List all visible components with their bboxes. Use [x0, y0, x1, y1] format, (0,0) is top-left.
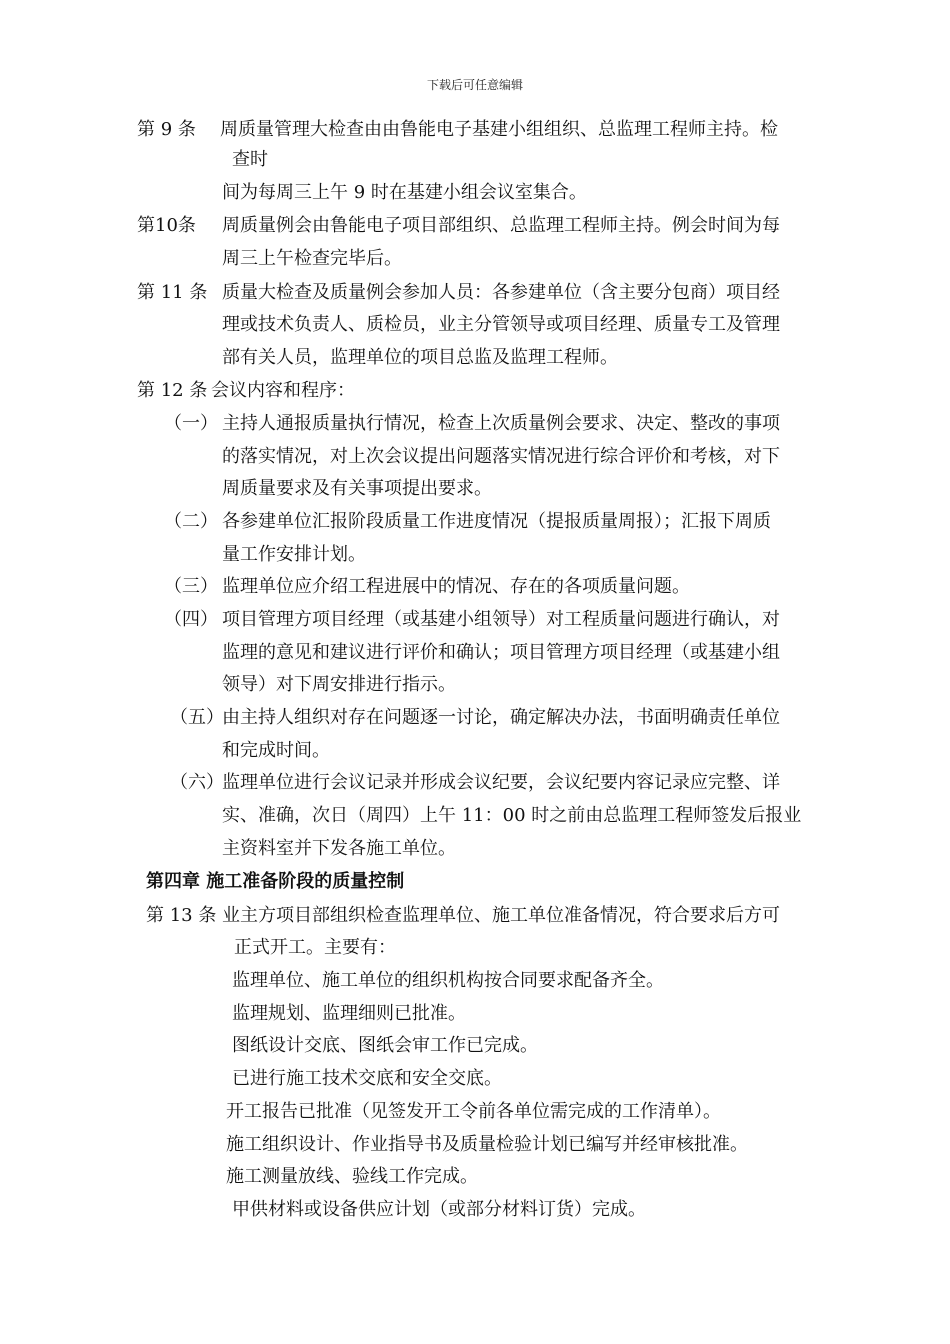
item-3-line-1: 监理单位应介绍工程进展中的情况、存在的各项质量问题。: [222, 576, 690, 597]
article-10-number: 第10条: [137, 215, 196, 236]
article-13-list-item: 施工测量放线、验线工作完成。: [226, 1166, 478, 1187]
item-1-line-2: 的落实情况，对上次会议提出问题落实情况进行综合评价和考核，对下: [222, 446, 780, 467]
article-9-line-1: 周质量管理大检查由由鲁能电子基建小组组织、总监理工程师主持。检: [220, 119, 778, 140]
article-10-line-2: 周三上午检查完毕后。: [222, 248, 402, 269]
item-1-line-1: 主持人通报质量执行情况，检查上次质量例会要求、决定、整改的事项: [222, 413, 780, 434]
item-1-line-3: 周质量要求及有关事项提出要求。: [222, 478, 492, 499]
article-13-list-item: 甲供材料或设备供应计划（或部分材料订货）完成。: [232, 1199, 646, 1220]
item-1-number: （一）: [164, 413, 218, 434]
item-2-number: （二）: [164, 511, 218, 532]
page-header: 下载后可任意编辑: [426, 78, 523, 92]
article-11-number: 第 11 条: [137, 282, 208, 303]
article-13-list-item: 图纸设计交底、图纸会审工作已完成。: [232, 1035, 538, 1056]
article-9-number: 第 9 条: [137, 119, 196, 140]
article-10-line-1: 周质量例会由鲁能电子项目部组织、总监理工程师主持。例会时间为每: [222, 215, 780, 236]
item-5-line-1: 由主持人组织对存在问题逐一讨论，确定解决办法，书面明确责任单位: [222, 707, 780, 728]
item-4-number: （四）: [164, 609, 218, 630]
article-13-line-2: 正式开工。主要有：: [234, 937, 396, 958]
item-4-line-3: 领导）对下周安排进行指示。: [222, 674, 456, 695]
chapter-4-heading: 第四章 施工准备阶段的质量控制: [146, 871, 405, 892]
article-11-line-3: 部有关人员，监理单位的项目总监及监理工程师。: [222, 347, 618, 368]
item-6-line-2: 实、准确，次日（周四）上午 11：00 时之前由总监理工程师签发后报业: [222, 805, 802, 826]
item-6-line-3: 主资料室并下发各施工单位。: [222, 838, 456, 859]
item-4-line-2: 监理的意见和建议进行评价和确认；项目管理方项目经理（或基建小组: [222, 642, 780, 663]
item-2-line-2: 量工作安排计划。: [222, 544, 366, 565]
article-13-line-1: 业主方项目部组织检查监理单位、施工单位准备情况，符合要求后方可: [222, 905, 780, 926]
item-3-number: （三）: [164, 576, 218, 597]
article-13-list-item: 监理单位、施工单位的组织机构按合同要求配备齐全。: [232, 970, 664, 991]
article-9-line-3: 间为每周三上午 9 时在基建小组会议室集合。: [222, 182, 587, 203]
article-13-list-item: 施工组织设计、作业指导书及质量检验计划已编写并经审核批准。: [226, 1134, 748, 1155]
article-13-number: 第 13 条: [146, 905, 217, 926]
article-11-line-2: 理或技术负责人、质检员，业主分管领导或项目经理、质量专工及管理: [222, 314, 780, 335]
article-9-line-2: 查时: [232, 149, 268, 170]
article-12-title: 会议内容和程序：: [211, 380, 355, 401]
item-5-line-2: 和完成时间。: [222, 740, 330, 761]
item-4-line-1: 项目管理方项目经理（或基建小组领导）对工程质量问题进行确认，对: [222, 609, 780, 630]
article-12-number: 第 12 条: [137, 380, 208, 401]
item-6-number: （六）: [170, 772, 224, 793]
item-5-number: （五）: [170, 707, 224, 728]
article-13-list-item: 开工报告已批准（见签发开工令前各单位需完成的工作清单）。: [226, 1101, 721, 1122]
article-11-line-1: 质量大检查及质量例会参加人员：各参建单位（含主要分包商）项目经: [222, 282, 780, 303]
article-13-list-item: 已进行施工技术交底和安全交底。: [232, 1068, 502, 1089]
item-2-line-1: 各参建单位汇报阶段质量工作进度情况（提报质量周报）；汇报下周质: [222, 511, 771, 532]
article-13-list-item: 监理规划、监理细则已批准。: [232, 1003, 466, 1024]
item-6-line-1: 监理单位进行会议记录并形成会议纪要，会议纪要内容记录应完整、详: [222, 772, 780, 793]
